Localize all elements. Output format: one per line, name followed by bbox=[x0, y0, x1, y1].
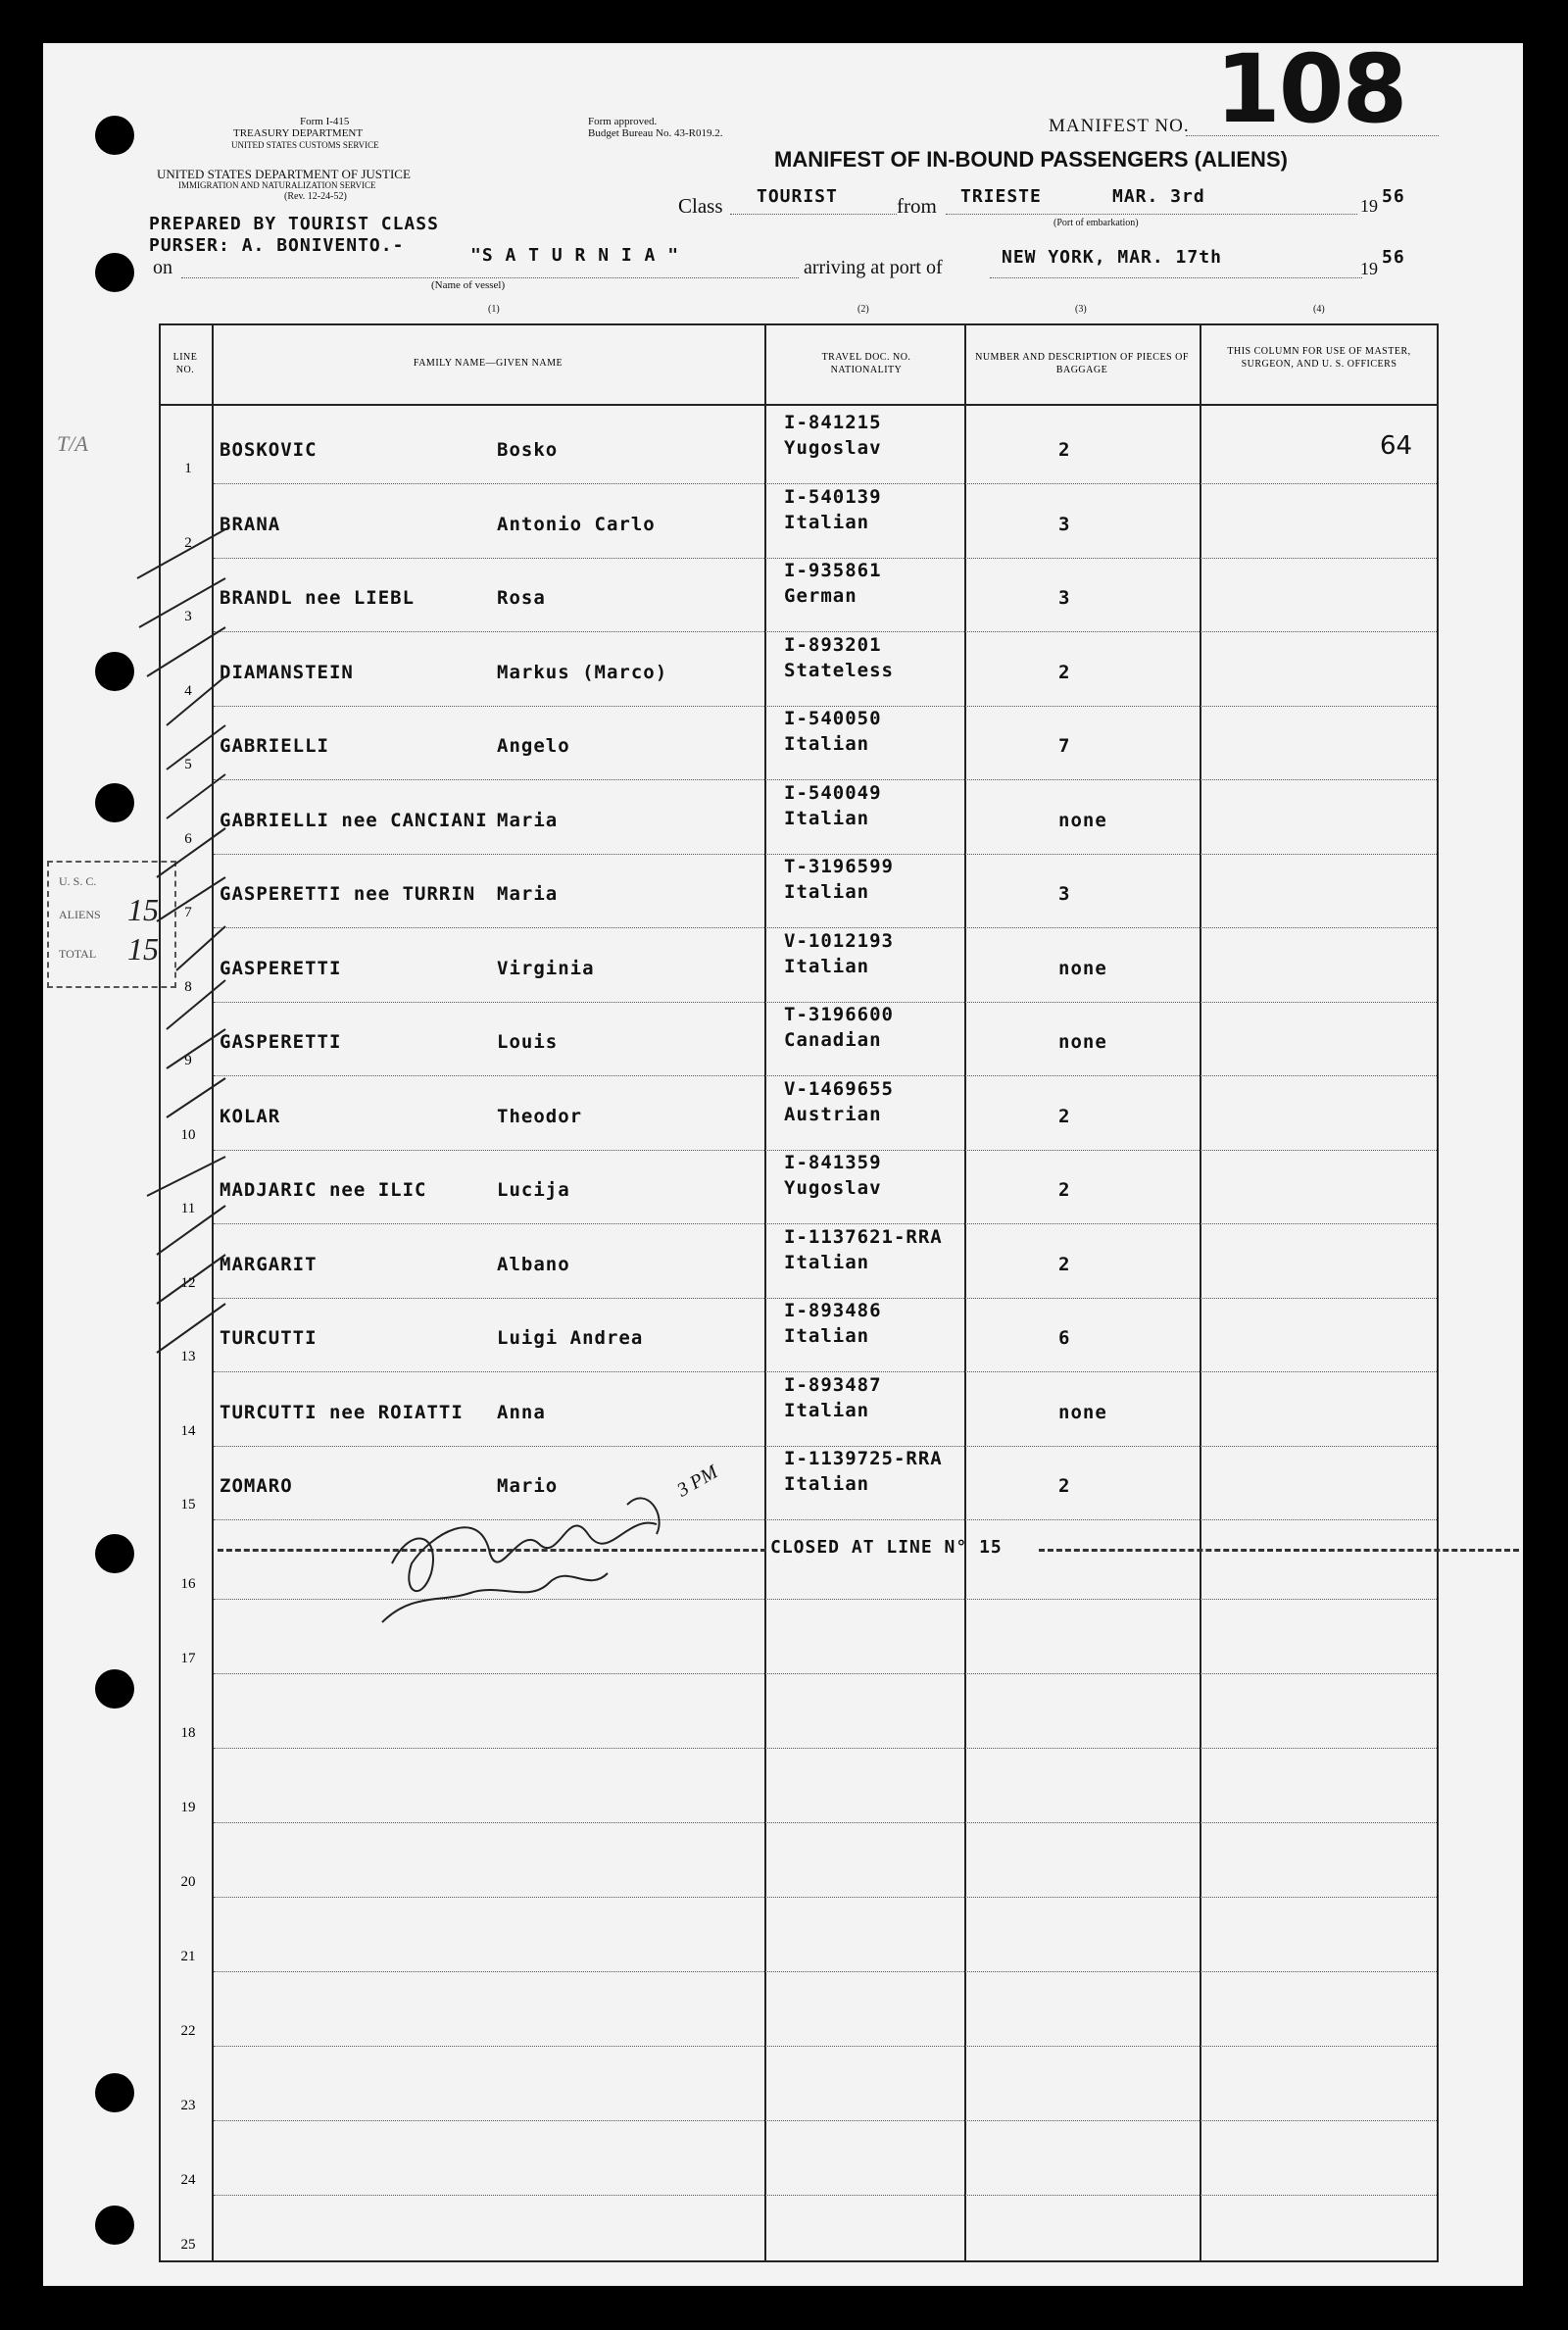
line-number: 16 bbox=[180, 1576, 196, 1592]
nationality: Italian bbox=[784, 1325, 870, 1347]
budget-bureau: Budget Bureau No. 43-R019.2. bbox=[588, 127, 723, 139]
handwritten-check-marks bbox=[127, 431, 245, 1568]
justice-department: UNITED STATES DEPARTMENT OF JUSTICE bbox=[157, 167, 411, 181]
col-number-2: (2) bbox=[858, 304, 869, 315]
line-number: 20 bbox=[180, 1874, 196, 1890]
line-number: 19 bbox=[180, 1800, 196, 1815]
travel-doc-number: I-1137621-RRA bbox=[784, 1225, 943, 1248]
family-name: GASPERETTI bbox=[220, 1031, 342, 1053]
line-number: 24 bbox=[180, 2172, 196, 2188]
treasury-department: TREASURY DEPARTMENT bbox=[233, 127, 364, 139]
family-name: TURCUTTI bbox=[220, 1327, 318, 1349]
departure-year: 56 bbox=[1382, 186, 1405, 207]
closing-strike-line-right bbox=[1039, 1549, 1519, 1552]
nationality: Italian bbox=[784, 733, 870, 755]
class-line bbox=[730, 214, 897, 215]
punch-hole-8 bbox=[95, 2206, 134, 2245]
given-name: Angelo bbox=[497, 735, 570, 757]
line-number: 17 bbox=[180, 1651, 196, 1666]
manifest-number: 108 bbox=[1215, 34, 1406, 144]
baggage-count: 2 bbox=[1058, 1253, 1071, 1275]
travel-doc-number: T-3196600 bbox=[784, 1004, 894, 1025]
family-name: ZOMARO bbox=[220, 1475, 293, 1497]
given-name: Louis bbox=[497, 1031, 559, 1053]
baggage-count: 3 bbox=[1058, 513, 1071, 535]
family-name: GASPERETTI bbox=[220, 957, 342, 979]
margin-annotation-ta: T/A bbox=[57, 431, 88, 456]
nationality: German bbox=[784, 585, 858, 607]
punch-hole-2 bbox=[95, 253, 134, 292]
line-number: 4 bbox=[184, 682, 192, 699]
row-rule bbox=[214, 1971, 1437, 1973]
manifest-page bbox=[43, 43, 1523, 2286]
baggage-count: none bbox=[1058, 809, 1107, 831]
prepared-by: PREPARED BY TOURIST CLASS bbox=[149, 214, 439, 234]
stamp-count-aliens: 15 bbox=[127, 892, 159, 927]
travel-doc-number: I-540050 bbox=[784, 708, 882, 729]
family-name: GASPERETTI nee TURRIN bbox=[220, 883, 476, 905]
arrival-year: 56 bbox=[1382, 247, 1405, 268]
row-rule bbox=[214, 1673, 1437, 1675]
given-name: Maria bbox=[497, 883, 559, 905]
given-name: Luigi Andrea bbox=[497, 1327, 644, 1349]
travel-doc-number: V-1469655 bbox=[784, 1077, 894, 1100]
col-header-travel-doc: TRAVEL DOC. NO. NATIONALITY bbox=[821, 352, 911, 375]
nationality: Stateless bbox=[784, 659, 894, 681]
on-label: on bbox=[153, 257, 172, 278]
row-rule bbox=[214, 2195, 1437, 2197]
baggage-count: 2 bbox=[1058, 1475, 1071, 1497]
vessel-caption: (Name of vessel) bbox=[431, 279, 506, 291]
nationality: Yugoslav bbox=[784, 1177, 882, 1199]
port-caption: (Port of embarkation) bbox=[1054, 218, 1139, 228]
travel-doc-number: I-893486 bbox=[784, 1300, 882, 1321]
given-name: Theodor bbox=[497, 1105, 583, 1127]
travel-doc-number: I-540049 bbox=[784, 781, 882, 804]
nationality: Italian bbox=[784, 807, 870, 829]
manifest-title: MANIFEST OF IN-BOUND PASSENGERS (ALIENS) bbox=[774, 147, 1288, 172]
line-number: 18 bbox=[180, 1725, 196, 1741]
baggage-count: 7 bbox=[1058, 735, 1071, 757]
officer-note: 64 bbox=[1380, 431, 1413, 461]
travel-doc-number: I-893201 bbox=[784, 633, 882, 656]
closing-note: CLOSED AT LINE N° 15 bbox=[770, 1537, 1003, 1558]
line-number: 2 bbox=[184, 534, 192, 551]
form-approved: Form approved. bbox=[588, 116, 658, 127]
family-name: KOLAR bbox=[220, 1105, 281, 1127]
line-number: 3 bbox=[184, 609, 192, 624]
nationality: Italian bbox=[784, 1473, 870, 1495]
baggage-count: 3 bbox=[1058, 587, 1071, 609]
line-number: 14 bbox=[180, 1422, 196, 1439]
travel-doc-number: I-841359 bbox=[784, 1152, 882, 1173]
arrival-port-date: NEW YORK, MAR. 17th bbox=[1002, 247, 1222, 268]
baggage-count: 3 bbox=[1058, 883, 1071, 905]
inspection-stamp: U. S. C. ALIENS TOTAL 15 15 bbox=[47, 861, 176, 988]
stamp-count-total: 15 bbox=[127, 931, 159, 967]
family-name: MADJARIC nee ILIC bbox=[220, 1179, 427, 1201]
purser: PURSER: A. BONIVENTO.- bbox=[149, 235, 405, 256]
line-number: 15 bbox=[180, 1497, 196, 1512]
from-line bbox=[946, 214, 1357, 215]
col-header-line: LINE NO. bbox=[172, 352, 198, 375]
travel-doc-number: I-893487 bbox=[784, 1373, 882, 1396]
line-number: 12 bbox=[180, 1274, 196, 1291]
baggage-count: 2 bbox=[1058, 1105, 1071, 1127]
nationality: Canadian bbox=[784, 1029, 882, 1051]
departure-date: MAR. 3rd bbox=[1112, 186, 1205, 207]
col-number-3: (3) bbox=[1075, 304, 1087, 315]
baggage-count: 2 bbox=[1058, 1179, 1071, 1201]
nationality: Italian bbox=[784, 511, 870, 533]
row-rule bbox=[214, 1897, 1437, 1899]
nationality: Austrian bbox=[784, 1103, 882, 1125]
nationality: Yugoslav bbox=[784, 437, 882, 459]
family-name: BRANA bbox=[220, 513, 281, 535]
col-header-baggage: NUMBER AND DESCRIPTION OF PIECES OF BAGGAGE bbox=[975, 352, 1189, 375]
line-number: 13 bbox=[180, 1349, 196, 1364]
travel-doc-number: T-3196599 bbox=[784, 856, 894, 877]
baggage-count: none bbox=[1058, 957, 1107, 979]
line-number: 6 bbox=[184, 830, 192, 847]
baggage-count: none bbox=[1058, 1401, 1107, 1423]
row-rule bbox=[214, 2046, 1437, 2048]
class-value: TOURIST bbox=[757, 186, 838, 207]
row-rule bbox=[214, 2120, 1437, 2122]
from-value: TRIESTE bbox=[960, 186, 1042, 207]
family-name: MARGARIT bbox=[220, 1253, 318, 1275]
given-name: Lucija bbox=[497, 1179, 570, 1201]
class-label: Class bbox=[678, 194, 723, 218]
nationality: Italian bbox=[784, 881, 870, 903]
col-number-4: (4) bbox=[1313, 304, 1325, 315]
baggage-count: 6 bbox=[1058, 1327, 1071, 1349]
revision-date: (Rev. 12-24-52) bbox=[284, 191, 347, 202]
family-name: DIAMANSTEIN bbox=[220, 661, 354, 683]
col-header-officers: THIS COLUMN FOR USE OF MASTER, SURGEON, AND U. S. OFFICERS bbox=[1227, 346, 1411, 370]
punch-hole-7 bbox=[95, 2073, 134, 2112]
line-number: 21 bbox=[180, 1949, 196, 1964]
baggage-count: 2 bbox=[1058, 661, 1071, 683]
table-header-border bbox=[159, 404, 1439, 406]
given-name: Virginia bbox=[497, 957, 595, 979]
row-rule bbox=[214, 1822, 1437, 1824]
punch-hole-6 bbox=[95, 1669, 134, 1709]
travel-doc-number: I-935861 bbox=[784, 560, 882, 581]
given-name: Maria bbox=[497, 809, 559, 831]
line-number: 10 bbox=[180, 1126, 196, 1143]
line-number: 11 bbox=[180, 1201, 196, 1216]
line-number: 5 bbox=[184, 757, 192, 772]
baggage-count: none bbox=[1058, 1031, 1107, 1053]
arrival-year-prefix: 19 bbox=[1360, 259, 1378, 278]
arrival-line bbox=[990, 277, 1362, 278]
col-header-name: FAMILY NAME—GIVEN NAME bbox=[413, 358, 564, 369]
family-name: BOSKOVIC bbox=[220, 439, 318, 461]
line-number: 1 bbox=[184, 461, 192, 476]
given-name: Markus (Marco) bbox=[497, 661, 668, 683]
family-name: TURCUTTI nee ROIATTI bbox=[220, 1401, 464, 1423]
given-name: Anna bbox=[497, 1401, 546, 1423]
travel-doc-number: I-841215 bbox=[784, 412, 882, 433]
line-number: 22 bbox=[180, 2023, 196, 2039]
given-name: Rosa bbox=[497, 587, 546, 609]
table-bottom-border bbox=[159, 2260, 1439, 2262]
given-name: Bosko bbox=[497, 439, 559, 461]
given-name: Mario bbox=[497, 1475, 559, 1497]
line-number: 8 bbox=[184, 978, 192, 995]
form-number: Form I-415 bbox=[300, 116, 350, 127]
departure-year-prefix: 19 bbox=[1360, 196, 1378, 216]
family-name: GABRIELLI nee CANCIANI bbox=[220, 809, 488, 831]
punch-hole-1 bbox=[95, 116, 134, 155]
customs-service: UNITED STATES CUSTOMS SERVICE bbox=[231, 140, 379, 150]
col-number-1: (1) bbox=[488, 304, 500, 315]
given-name: Albano bbox=[497, 1253, 570, 1275]
nationality: Italian bbox=[784, 1251, 870, 1273]
family-name: GABRIELLI bbox=[220, 735, 329, 757]
travel-doc-number: V-1012193 bbox=[784, 929, 894, 952]
vessel-name: "S A T U R N I A " bbox=[470, 245, 680, 266]
col-divider-right bbox=[1437, 323, 1439, 2261]
travel-doc-number: I-1139725-RRA bbox=[784, 1448, 943, 1469]
row-rule bbox=[214, 1748, 1437, 1750]
vessel-line bbox=[181, 277, 799, 278]
travel-doc-number: I-540139 bbox=[784, 485, 882, 508]
manifest-label: MANIFEST NO. bbox=[1049, 116, 1190, 136]
immigration-service: IMMIGRATION AND NATURALIZATION SERVICE bbox=[178, 180, 376, 190]
line-number: 23 bbox=[180, 2098, 196, 2113]
from-label: from bbox=[897, 194, 937, 218]
table-top-border bbox=[159, 323, 1439, 325]
signature-time-note: 3 PM bbox=[673, 1461, 722, 1502]
nationality: Italian bbox=[784, 955, 870, 977]
line-number: 9 bbox=[184, 1053, 192, 1068]
given-name: Antonio Carlo bbox=[497, 513, 656, 535]
family-name: BRANDL nee LIEBL bbox=[220, 587, 416, 609]
baggage-count: 2 bbox=[1058, 439, 1071, 461]
line-number: 7 bbox=[184, 905, 192, 920]
line-number: 25 bbox=[180, 2237, 196, 2253]
nationality: Italian bbox=[784, 1399, 870, 1421]
arriving-label: arriving at port of bbox=[804, 257, 943, 278]
